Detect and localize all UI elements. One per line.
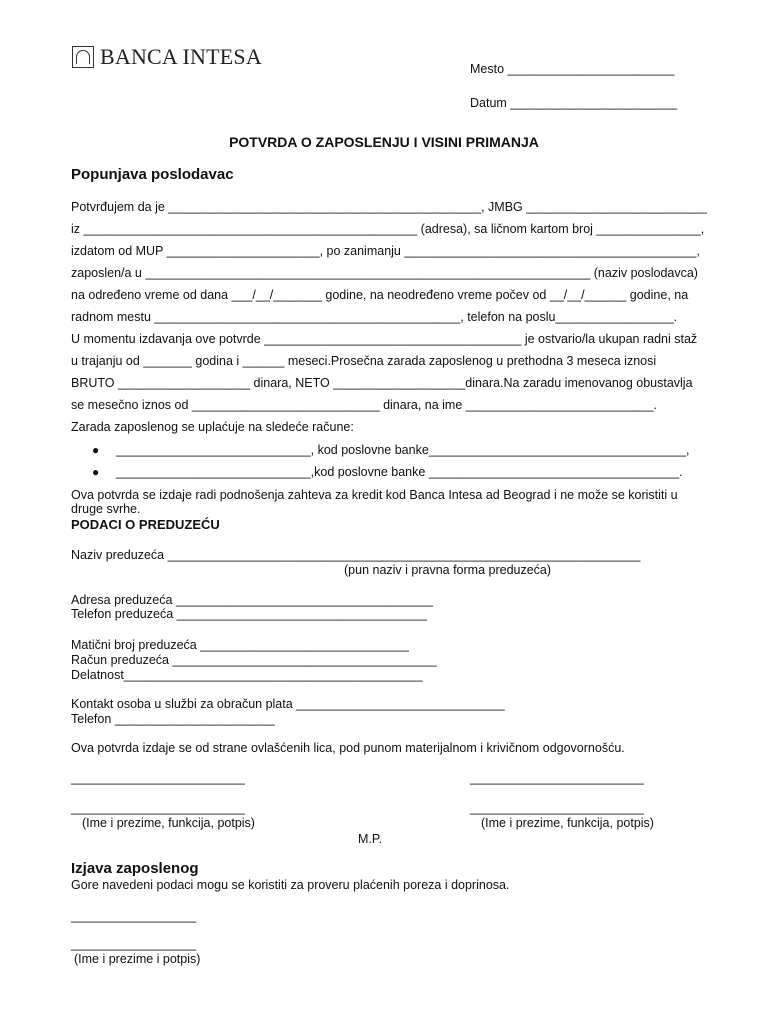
employer-line[interactable]: na određeno vreme od dana ___/__/_______ godine, na neodređeno vreme počev od __/__/______ godine, na xyxy=(71,288,689,302)
company-phone-field[interactable]: Telefon preduzeća ____________________________________ xyxy=(71,607,427,621)
employer-line[interactable]: U momentu izdavanja ove potvrde _____________________________________ je ostvario/la ukupan radni staž xyxy=(71,332,698,346)
section-company-heading: PODACI O PREDUZEĆU xyxy=(71,517,220,532)
company-account-field[interactable]: Račun preduzeća ______________________________________ xyxy=(71,653,437,667)
datum-field[interactable]: Datum ________________________ xyxy=(470,96,678,110)
company-id-field[interactable]: Matični broj preduzeća ______________________________ xyxy=(71,638,409,652)
signature-caption-left: (Ime i prezime, funkcija, potpis) xyxy=(82,816,255,830)
signature-line-left[interactable]: _________________________ xyxy=(71,771,245,785)
section-employer-heading: Popunjava poslodavac xyxy=(71,166,234,183)
employer-line[interactable]: zaposlen/a u ________________________________________________________________ (naziv poslodavca) xyxy=(71,266,698,280)
purpose-text: Ova potvrda se izdaje radi podnošenja zahteva za kredit kod Banca Intesa ad Beograd i ne može se koristiti u xyxy=(71,488,678,502)
company-name-note: (pun naziv i pravna forma preduzeća) xyxy=(344,563,552,577)
bank-logo xyxy=(72,44,262,70)
employee-signature-caption: (Ime i prezime i potpis) xyxy=(74,952,201,966)
employer-line[interactable]: radnom mestu ____________________________________________, telefon na poslu_________________. xyxy=(71,310,678,324)
contact-person-field[interactable]: Kontakt osoba u službi za obračun plata ______________________________ xyxy=(71,697,505,711)
employer-line[interactable]: izdatom od MUP ______________________, po zanimanju __________________________________________, xyxy=(71,244,700,258)
bank-logo-text: BANCA INTESA xyxy=(100,44,262,69)
mesto-field[interactable]: Mesto ________________________ xyxy=(470,62,675,76)
signature-line-right[interactable]: _________________________ xyxy=(470,771,644,785)
employer-line[interactable]: BRUTO ___________________ dinara, NETO ___________________dinara.Na zaradu imenovanog obustavlja xyxy=(71,376,693,390)
section-statement-heading: Izjava zaposlenog xyxy=(71,860,199,877)
employer-line[interactable]: u trajanju od _______ godina i ______ meseci.Prosečna zarada zaposlenog u prethodna 3 meseca iznosi xyxy=(71,354,657,368)
company-activity-field[interactable]: Delatnost___________________________________________ xyxy=(71,668,423,682)
signature-line-right-2[interactable]: _________________________ xyxy=(470,801,644,815)
employer-line[interactable]: Potvrđujem da je _____________________________________________, JMBG __________________________ xyxy=(71,200,707,214)
employee-signature-line-2[interactable]: __________________ xyxy=(71,937,197,951)
liability-text: Ova potvrda izdaje se od strane ovlašćenih lica, pod punom materijalnom i krivičnom odgovornošću. xyxy=(71,741,625,755)
stamp-label: M.P. xyxy=(358,832,383,846)
employee-signature-line[interactable]: __________________ xyxy=(71,909,197,923)
document-title: POTVRDA O ZAPOSLENJU I VISINI PRIMANJA xyxy=(229,134,539,150)
company-name-field[interactable]: Naziv preduzeća ____________________________________________________________________ xyxy=(71,548,641,562)
company-address-field[interactable]: Adresa preduzeća _____________________________________ xyxy=(71,593,434,607)
employer-line[interactable]: se mesečno iznos od ___________________________ dinara, na ime ___________________________. xyxy=(71,398,657,412)
purpose-text: druge svrhe. xyxy=(71,502,141,516)
signature-line-left-2[interactable]: _________________________ xyxy=(71,801,245,815)
account-line[interactable]: ____________________________, kod poslovne banke_____________________________________, xyxy=(116,443,690,457)
account-line[interactable]: ____________________________,kod poslovne banke ____________________________________. xyxy=(116,465,683,479)
contact-phone-field[interactable]: Telefon _______________________ xyxy=(71,712,275,726)
bullet-icon: ● xyxy=(92,443,100,457)
bank-emblem-icon xyxy=(72,46,94,68)
signature-caption-right: (Ime i prezime, funkcija, potpis) xyxy=(481,816,654,830)
employer-line[interactable]: iz ________________________________________________ (adresa), sa ličnom kartom broj _______________, xyxy=(71,222,705,236)
bullet-icon: ● xyxy=(92,465,100,479)
statement-text: Gore navedeni podaci mogu se koristiti za proveru plaćenih poreza i doprinosa. xyxy=(71,878,510,892)
accounts-intro: Zarada zaposlenog se uplaćuje na sledeće račune: xyxy=(71,420,354,434)
